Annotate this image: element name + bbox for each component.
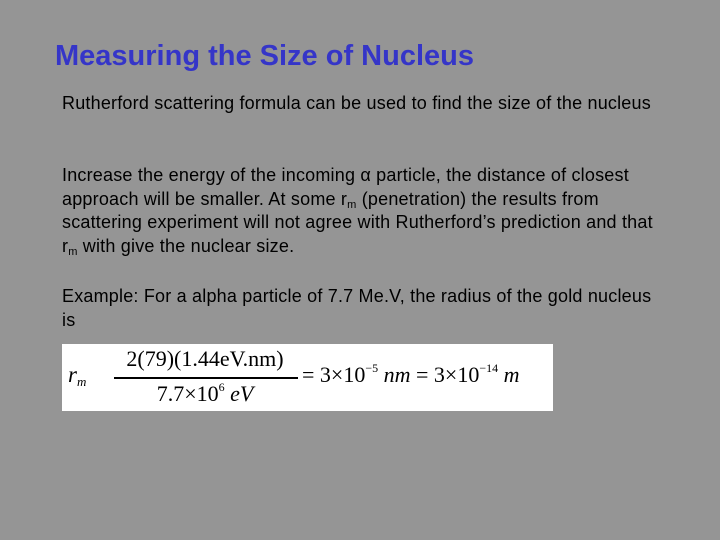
equation-lhs-var: r xyxy=(68,362,77,387)
intro-paragraph: Rutherford scattering formula can be used to find the size of the nucleus xyxy=(62,93,651,113)
result2-exponent: −14 xyxy=(479,361,499,375)
result1-exponent: −5 xyxy=(365,361,379,375)
slide-title: Measuring the Size of Nucleus xyxy=(55,40,474,72)
rm-subscript-1: m xyxy=(347,198,357,211)
result1-unit: nm xyxy=(383,362,411,387)
example-paragraph: Example: For a alpha particle of 7.7 Me.V, the radius of the gold nucleus is xyxy=(62,286,652,330)
equation-lhs xyxy=(68,362,86,388)
denominator-exponent: 6 xyxy=(218,380,225,394)
denominator-unit: eV xyxy=(230,381,254,406)
equation-denominator xyxy=(110,381,300,407)
rm-subscript-2: m xyxy=(68,245,78,258)
result1-coef: = 3×10 xyxy=(302,362,366,387)
denominator-coef: 7.7×10 xyxy=(156,381,219,406)
energy-text-part1: Increase the energy of the incoming α particle, the distance of closest approach will be smaller. At some r xyxy=(62,165,629,209)
equation-numerator: 2(79)(1.44eV.nm) xyxy=(126,346,284,371)
energy-text-part2: (penetration) the results from scattering experiment will not agree with Rutherford’s prediction and that r xyxy=(62,188,653,256)
energy-text-part3: with give the nuclear size. xyxy=(77,235,295,256)
equation-rhs xyxy=(302,362,520,388)
equation-lhs-sub: m xyxy=(76,374,87,389)
result2-coef: = 3×10 xyxy=(416,362,480,387)
fraction-bar xyxy=(114,377,298,379)
energy-paragraph xyxy=(62,164,662,258)
result2-unit: m xyxy=(503,362,520,387)
equation-image xyxy=(62,344,553,411)
